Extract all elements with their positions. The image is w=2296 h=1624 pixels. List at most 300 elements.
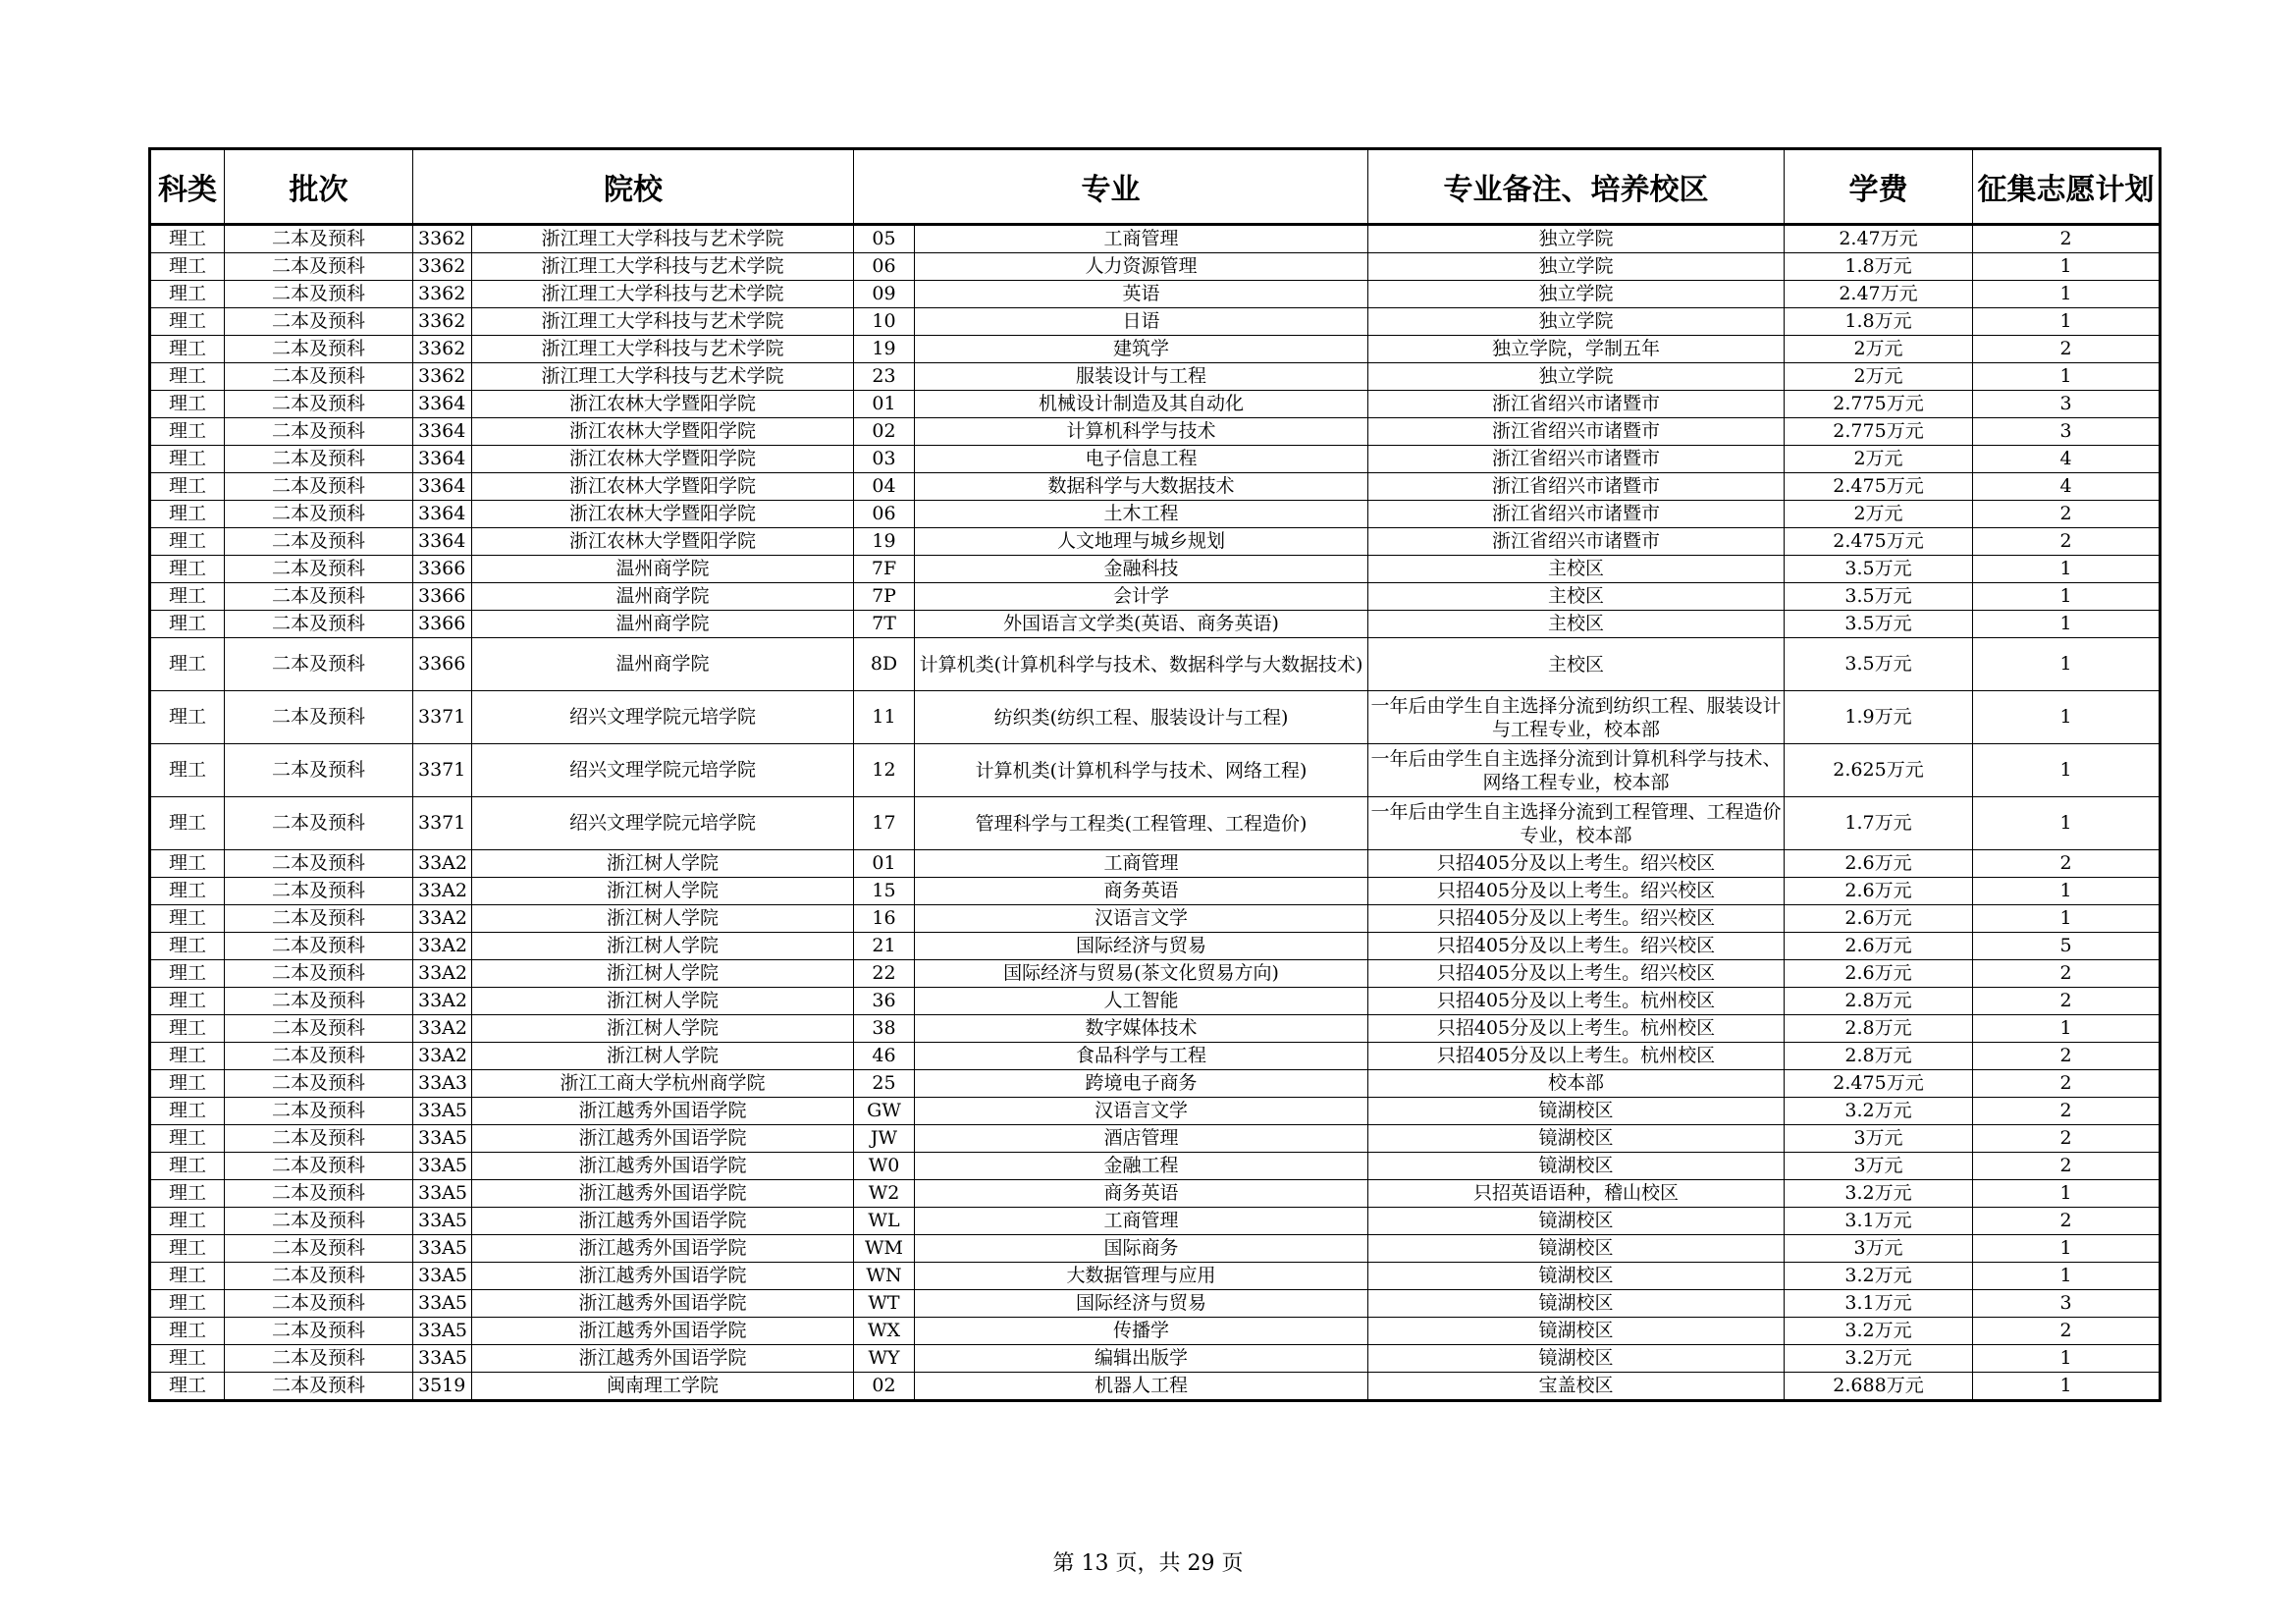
major-code-cell: WT (854, 1290, 915, 1318)
school-code-cell: 3366 (413, 556, 472, 583)
batch-cell: 二本及预科 (225, 336, 413, 363)
school-code-cell: 3371 (413, 797, 472, 850)
category-cell: 理工 (150, 960, 225, 988)
school-code-cell: 3366 (413, 611, 472, 638)
notes-cell: 独立学院 (1368, 281, 1785, 308)
tuition-cell: 2.475万元 (1785, 473, 1973, 501)
major-code-cell: 16 (854, 905, 915, 933)
major-code-cell: 01 (854, 391, 915, 418)
page-number: 第 13 页，共 29 页 (1052, 1551, 1244, 1576)
major-name-cell: 大数据管理与应用 (915, 1263, 1368, 1290)
batch-cell: 二本及预科 (225, 308, 413, 336)
plan-cell: 1 (1973, 1235, 2161, 1263)
major-name-cell: 纺织类(纺织工程、服装设计与工程) (915, 691, 1368, 744)
tuition-cell: 2.688万元 (1785, 1373, 1973, 1401)
batch-cell: 二本及预科 (225, 501, 413, 528)
major-name-cell: 服装设计与工程 (915, 363, 1368, 391)
category-cell: 理工 (150, 1290, 225, 1318)
school-code-cell: 33A5 (413, 1345, 472, 1373)
major-code-cell: W2 (854, 1180, 915, 1208)
table-row (150, 1263, 2161, 1290)
category-cell: 理工 (150, 744, 225, 797)
table-row (150, 744, 2161, 797)
notes-cell: 独立学院 (1368, 308, 1785, 336)
plan-cell: 4 (1973, 473, 2161, 501)
notes-cell: 一年后由学生自主选择分流到工程管理、工程造价专业，校本部 (1368, 797, 1785, 850)
school-name-cell: 绍兴文理学院元培学院 (472, 744, 854, 797)
major-name-cell: 编辑出版学 (915, 1345, 1368, 1373)
table-row (150, 1098, 2161, 1125)
plan-cell: 2 (1973, 988, 2161, 1015)
major-name-cell: 工商管理 (915, 850, 1368, 878)
table-row (150, 1153, 2161, 1180)
plan-cell: 2 (1973, 336, 2161, 363)
notes-cell: 独立学院 (1368, 363, 1785, 391)
major-code-cell: 01 (854, 850, 915, 878)
major-name-cell: 人工智能 (915, 988, 1368, 1015)
table-row (150, 1125, 2161, 1153)
major-name-cell: 工商管理 (915, 1208, 1368, 1235)
school-name-cell: 浙江农林大学暨阳学院 (472, 418, 854, 446)
major-code-cell: WX (854, 1318, 915, 1345)
batch-cell: 二本及预科 (225, 878, 413, 905)
major-name-cell: 计算机科学与技术 (915, 418, 1368, 446)
school-code-cell: 3519 (413, 1373, 472, 1401)
category-cell: 理工 (150, 1098, 225, 1125)
school-code-cell: 33A5 (413, 1235, 472, 1263)
school-code-cell: 3364 (413, 501, 472, 528)
major-code-cell: W0 (854, 1153, 915, 1180)
table-row (150, 638, 2161, 691)
category-cell: 理工 (150, 1208, 225, 1235)
category-cell: 理工 (150, 1180, 225, 1208)
batch-cell: 二本及预科 (225, 391, 413, 418)
tuition-cell: 2.47万元 (1785, 225, 1973, 253)
table-row (150, 583, 2161, 611)
table-row (150, 1235, 2161, 1263)
school-code-cell: 3366 (413, 583, 472, 611)
category-cell: 理工 (150, 501, 225, 528)
notes-cell: 镜湖校区 (1368, 1235, 1785, 1263)
major-code-cell: 02 (854, 418, 915, 446)
table-row (150, 528, 2161, 556)
plan-cell: 1 (1973, 1345, 2161, 1373)
table-row (150, 308, 2161, 336)
plan-cell: 1 (1973, 611, 2161, 638)
plan-cell: 2 (1973, 528, 2161, 556)
batch-cell: 二本及预科 (225, 1290, 413, 1318)
plan-cell: 2 (1973, 1125, 2161, 1153)
plan-cell: 1 (1973, 638, 2161, 691)
batch-cell: 二本及预科 (225, 1345, 413, 1373)
header-row (150, 149, 2161, 225)
notes-cell: 浙江省绍兴市诸暨市 (1368, 446, 1785, 473)
notes-cell: 镜湖校区 (1368, 1125, 1785, 1153)
major-name-cell: 传播学 (915, 1318, 1368, 1345)
plan-cell: 2 (1973, 501, 2161, 528)
category-cell: 理工 (150, 878, 225, 905)
school-code-cell: 33A5 (413, 1125, 472, 1153)
table-row (150, 933, 2161, 960)
table-row (150, 960, 2161, 988)
school-name-cell: 温州商学院 (472, 556, 854, 583)
school-code-cell: 3364 (413, 391, 472, 418)
major-code-cell: WN (854, 1263, 915, 1290)
notes-cell: 主校区 (1368, 611, 1785, 638)
school-code-cell: 33A2 (413, 960, 472, 988)
batch-cell: 二本及预科 (225, 905, 413, 933)
batch-cell: 二本及预科 (225, 473, 413, 501)
plan-cell: 2 (1973, 1098, 2161, 1125)
batch-cell: 二本及预科 (225, 1318, 413, 1345)
school-name-cell: 浙江越秀外国语学院 (472, 1318, 854, 1345)
category-cell: 理工 (150, 1153, 225, 1180)
major-name-cell: 计算机类(计算机科学与技术、网络工程) (915, 744, 1368, 797)
notes-cell: 镜湖校区 (1368, 1345, 1785, 1373)
school-name-cell: 浙江越秀外国语学院 (472, 1290, 854, 1318)
major-code-cell: 36 (854, 988, 915, 1015)
batch-cell: 二本及预科 (225, 253, 413, 281)
school-code-cell: 3364 (413, 418, 472, 446)
tuition-cell: 2.6万元 (1785, 905, 1973, 933)
notes-cell: 独立学院 (1368, 253, 1785, 281)
batch-cell: 二本及预科 (225, 1263, 413, 1290)
tuition-cell: 2.6万元 (1785, 933, 1973, 960)
tuition-cell: 2.8万元 (1785, 1015, 1973, 1043)
school-code-cell: 33A5 (413, 1290, 472, 1318)
category-cell: 理工 (150, 446, 225, 473)
school-name-cell: 温州商学院 (472, 638, 854, 691)
major-code-cell: 7P (854, 583, 915, 611)
batch-cell: 二本及预科 (225, 1098, 413, 1125)
header-batch: 批次 (225, 149, 413, 225)
tuition-cell: 2.775万元 (1785, 391, 1973, 418)
table-row (150, 1180, 2161, 1208)
category-cell: 理工 (150, 1373, 225, 1401)
major-name-cell: 国际商务 (915, 1235, 1368, 1263)
notes-cell: 独立学院 (1368, 225, 1785, 253)
major-code-cell: WM (854, 1235, 915, 1263)
category-cell: 理工 (150, 473, 225, 501)
major-name-cell: 电子信息工程 (915, 446, 1368, 473)
table-row (150, 418, 2161, 446)
tuition-cell: 3.5万元 (1785, 583, 1973, 611)
plan-cell: 1 (1973, 308, 2161, 336)
notes-cell: 主校区 (1368, 556, 1785, 583)
batch-cell: 二本及预科 (225, 611, 413, 638)
category-cell: 理工 (150, 225, 225, 253)
category-cell: 理工 (150, 336, 225, 363)
plan-cell: 1 (1973, 905, 2161, 933)
school-code-cell: 3366 (413, 638, 472, 691)
tuition-cell: 3.2万元 (1785, 1345, 1973, 1373)
table-row (150, 797, 2161, 850)
category-cell: 理工 (150, 1318, 225, 1345)
plan-cell: 2 (1973, 960, 2161, 988)
major-name-cell: 商务英语 (915, 878, 1368, 905)
school-code-cell: 3362 (413, 308, 472, 336)
school-name-cell: 浙江越秀外国语学院 (472, 1208, 854, 1235)
header-plan: 征集志愿计划 (1973, 149, 2161, 225)
tuition-cell: 2.475万元 (1785, 528, 1973, 556)
major-name-cell: 会计学 (915, 583, 1368, 611)
table-row (150, 988, 2161, 1015)
school-code-cell: 33A5 (413, 1208, 472, 1235)
category-cell: 理工 (150, 363, 225, 391)
tuition-cell: 2.47万元 (1785, 281, 1973, 308)
tuition-cell: 3万元 (1785, 1125, 1973, 1153)
school-name-cell: 浙江理工大学科技与艺术学院 (472, 225, 854, 253)
school-name-cell: 浙江理工大学科技与艺术学院 (472, 363, 854, 391)
header-school: 院校 (413, 149, 854, 225)
tuition-cell: 2.775万元 (1785, 418, 1973, 446)
plan-cell: 1 (1973, 556, 2161, 583)
table-row (150, 281, 2161, 308)
school-code-cell: 33A5 (413, 1180, 472, 1208)
batch-cell: 二本及预科 (225, 1373, 413, 1401)
batch-cell: 二本及预科 (225, 418, 413, 446)
category-cell: 理工 (150, 1235, 225, 1263)
notes-cell: 镜湖校区 (1368, 1153, 1785, 1180)
tuition-cell: 2万元 (1785, 363, 1973, 391)
category-cell: 理工 (150, 556, 225, 583)
major-name-cell: 汉语言文学 (915, 1098, 1368, 1125)
plan-cell: 1 (1973, 878, 2161, 905)
tuition-cell: 3.1万元 (1785, 1208, 1973, 1235)
school-code-cell: 33A5 (413, 1098, 472, 1125)
school-name-cell: 浙江理工大学科技与艺术学院 (472, 253, 854, 281)
notes-cell: 浙江省绍兴市诸暨市 (1368, 473, 1785, 501)
school-code-cell: 33A5 (413, 1263, 472, 1290)
school-code-cell: 33A2 (413, 988, 472, 1015)
school-name-cell: 浙江越秀外国语学院 (472, 1125, 854, 1153)
school-code-cell: 33A2 (413, 878, 472, 905)
batch-cell: 二本及预科 (225, 797, 413, 850)
plan-cell: 3 (1973, 391, 2161, 418)
major-code-cell: 02 (854, 1373, 915, 1401)
tuition-cell: 2.8万元 (1785, 1043, 1973, 1070)
category-cell: 理工 (150, 418, 225, 446)
school-name-cell: 温州商学院 (472, 583, 854, 611)
school-code-cell: 33A2 (413, 850, 472, 878)
tuition-cell: 3.1万元 (1785, 1290, 1973, 1318)
table-row (150, 391, 2161, 418)
table-row (150, 1015, 2161, 1043)
tuition-cell: 3万元 (1785, 1153, 1973, 1180)
notes-cell: 镜湖校区 (1368, 1290, 1785, 1318)
school-name-cell: 闽南理工学院 (472, 1373, 854, 1401)
plan-cell: 1 (1973, 797, 2161, 850)
school-name-cell: 浙江越秀外国语学院 (472, 1263, 854, 1290)
batch-cell: 二本及预科 (225, 933, 413, 960)
batch-cell: 二本及预科 (225, 744, 413, 797)
major-code-cell: 04 (854, 473, 915, 501)
category-cell: 理工 (150, 528, 225, 556)
major-name-cell: 金融科技 (915, 556, 1368, 583)
school-name-cell: 浙江越秀外国语学院 (472, 1235, 854, 1263)
major-code-cell: 09 (854, 281, 915, 308)
header-category: 科类 (150, 149, 225, 225)
category-cell: 理工 (150, 850, 225, 878)
major-name-cell: 土木工程 (915, 501, 1368, 528)
notes-cell: 独立学院，学制五年 (1368, 336, 1785, 363)
major-name-cell: 机器人工程 (915, 1373, 1368, 1401)
major-name-cell: 金融工程 (915, 1153, 1368, 1180)
table-row (150, 1208, 2161, 1235)
major-name-cell: 国际经济与贸易 (915, 933, 1368, 960)
category-cell: 理工 (150, 1345, 225, 1373)
plan-cell: 1 (1973, 744, 2161, 797)
school-code-cell: 3364 (413, 473, 472, 501)
school-code-cell: 33A5 (413, 1318, 472, 1345)
school-code-cell: 3362 (413, 281, 472, 308)
tuition-cell: 3.2万元 (1785, 1180, 1973, 1208)
major-code-cell: 22 (854, 960, 915, 988)
school-name-cell: 浙江树人学院 (472, 933, 854, 960)
major-code-cell: 03 (854, 446, 915, 473)
notes-cell: 校本部 (1368, 1070, 1785, 1098)
school-name-cell: 浙江越秀外国语学院 (472, 1345, 854, 1373)
table-row (150, 225, 2161, 253)
major-name-cell: 跨境电子商务 (915, 1070, 1368, 1098)
tuition-cell: 2.625万元 (1785, 744, 1973, 797)
school-name-cell: 浙江农林大学暨阳学院 (472, 446, 854, 473)
tuition-cell: 2万元 (1785, 501, 1973, 528)
tuition-cell: 2.6万元 (1785, 960, 1973, 988)
category-cell: 理工 (150, 797, 225, 850)
plan-cell: 1 (1973, 363, 2161, 391)
batch-cell: 二本及预科 (225, 556, 413, 583)
major-name-cell: 管理科学与工程类(工程管理、工程造价) (915, 797, 1368, 850)
batch-cell: 二本及预科 (225, 988, 413, 1015)
notes-cell: 浙江省绍兴市诸暨市 (1368, 528, 1785, 556)
category-cell: 理工 (150, 988, 225, 1015)
school-code-cell: 33A3 (413, 1070, 472, 1098)
major-code-cell: 23 (854, 363, 915, 391)
major-code-cell: 12 (854, 744, 915, 797)
plan-cell: 2 (1973, 1043, 2161, 1070)
tuition-cell: 2.8万元 (1785, 988, 1973, 1015)
school-code-cell: 3371 (413, 691, 472, 744)
notes-cell: 镜湖校区 (1368, 1263, 1785, 1290)
tuition-cell: 1.9万元 (1785, 691, 1973, 744)
school-code-cell: 33A5 (413, 1153, 472, 1180)
major-code-cell: 10 (854, 308, 915, 336)
major-name-cell: 建筑学 (915, 336, 1368, 363)
major-name-cell: 汉语言文学 (915, 905, 1368, 933)
major-code-cell: 19 (854, 528, 915, 556)
table-row (150, 363, 2161, 391)
tuition-cell: 2.6万元 (1785, 878, 1973, 905)
batch-cell: 二本及预科 (225, 1180, 413, 1208)
school-code-cell: 3362 (413, 253, 472, 281)
batch-cell: 二本及预科 (225, 960, 413, 988)
school-code-cell: 3364 (413, 528, 472, 556)
notes-cell: 只招405分及以上考生。绍兴校区 (1368, 905, 1785, 933)
school-code-cell: 3362 (413, 363, 472, 391)
school-code-cell: 33A2 (413, 933, 472, 960)
category-cell: 理工 (150, 281, 225, 308)
notes-cell: 一年后由学生自主选择分流到纺织工程、服装设计与工程专业，校本部 (1368, 691, 1785, 744)
batch-cell: 二本及预科 (225, 850, 413, 878)
batch-cell: 二本及预科 (225, 1043, 413, 1070)
school-name-cell: 浙江农林大学暨阳学院 (472, 501, 854, 528)
header-major: 专业 (854, 149, 1368, 225)
major-code-cell: 38 (854, 1015, 915, 1043)
table-row (150, 1043, 2161, 1070)
table-row (150, 1070, 2161, 1098)
major-name-cell: 计算机类(计算机科学与技术、数据科学与大数据技术) (915, 638, 1368, 691)
category-cell: 理工 (150, 691, 225, 744)
notes-cell: 只招405分及以上考生。绍兴校区 (1368, 878, 1785, 905)
header-notes-campus: 专业备注、培养校区 (1368, 149, 1785, 225)
school-code-cell: 33A2 (413, 1043, 472, 1070)
batch-cell: 二本及预科 (225, 1208, 413, 1235)
tuition-cell: 2.6万元 (1785, 850, 1973, 878)
school-code-cell: 3371 (413, 744, 472, 797)
major-code-cell: 11 (854, 691, 915, 744)
tuition-cell: 1.8万元 (1785, 308, 1973, 336)
major-code-cell: 46 (854, 1043, 915, 1070)
plan-cell: 2 (1973, 850, 2161, 878)
notes-cell: 镜湖校区 (1368, 1318, 1785, 1345)
admission-plan-table (148, 147, 2162, 1402)
major-name-cell: 日语 (915, 308, 1368, 336)
major-code-cell: 19 (854, 336, 915, 363)
notes-cell: 只招英语语种，稽山校区 (1368, 1180, 1785, 1208)
major-code-cell: 7F (854, 556, 915, 583)
plan-cell: 1 (1973, 281, 2161, 308)
major-code-cell: JW (854, 1125, 915, 1153)
major-code-cell: 06 (854, 253, 915, 281)
plan-cell: 1 (1973, 583, 2161, 611)
major-code-cell: 8D (854, 638, 915, 691)
notes-cell: 一年后由学生自主选择分流到计算机科学与技术、网络工程专业，校本部 (1368, 744, 1785, 797)
batch-cell: 二本及预科 (225, 281, 413, 308)
major-code-cell: WY (854, 1345, 915, 1373)
notes-cell: 主校区 (1368, 638, 1785, 691)
plan-cell: 1 (1973, 1015, 2161, 1043)
plan-cell: 2 (1973, 225, 2161, 253)
school-name-cell: 浙江树人学院 (472, 960, 854, 988)
plan-cell: 2 (1973, 1318, 2161, 1345)
batch-cell: 二本及预科 (225, 1015, 413, 1043)
school-name-cell: 浙江树人学院 (472, 878, 854, 905)
batch-cell: 二本及预科 (225, 1153, 413, 1180)
tuition-cell: 3.5万元 (1785, 556, 1973, 583)
tuition-cell: 3.5万元 (1785, 638, 1973, 691)
major-code-cell: WL (854, 1208, 915, 1235)
category-cell: 理工 (150, 933, 225, 960)
major-name-cell: 酒店管理 (915, 1125, 1368, 1153)
category-cell: 理工 (150, 1070, 225, 1098)
notes-cell: 只招405分及以上考生。绍兴校区 (1368, 960, 1785, 988)
notes-cell: 镜湖校区 (1368, 1208, 1785, 1235)
category-cell: 理工 (150, 638, 225, 691)
table-row (150, 556, 2161, 583)
category-cell: 理工 (150, 583, 225, 611)
notes-cell: 只招405分及以上考生。杭州校区 (1368, 1015, 1785, 1043)
category-cell: 理工 (150, 905, 225, 933)
batch-cell: 二本及预科 (225, 1125, 413, 1153)
table-row (150, 1373, 2161, 1401)
major-name-cell: 商务英语 (915, 1180, 1368, 1208)
school-name-cell: 绍兴文理学院元培学院 (472, 797, 854, 850)
category-cell: 理工 (150, 1015, 225, 1043)
school-name-cell: 浙江农林大学暨阳学院 (472, 528, 854, 556)
notes-cell: 浙江省绍兴市诸暨市 (1368, 418, 1785, 446)
notes-cell: 只招405分及以上考生。杭州校区 (1368, 1043, 1785, 1070)
